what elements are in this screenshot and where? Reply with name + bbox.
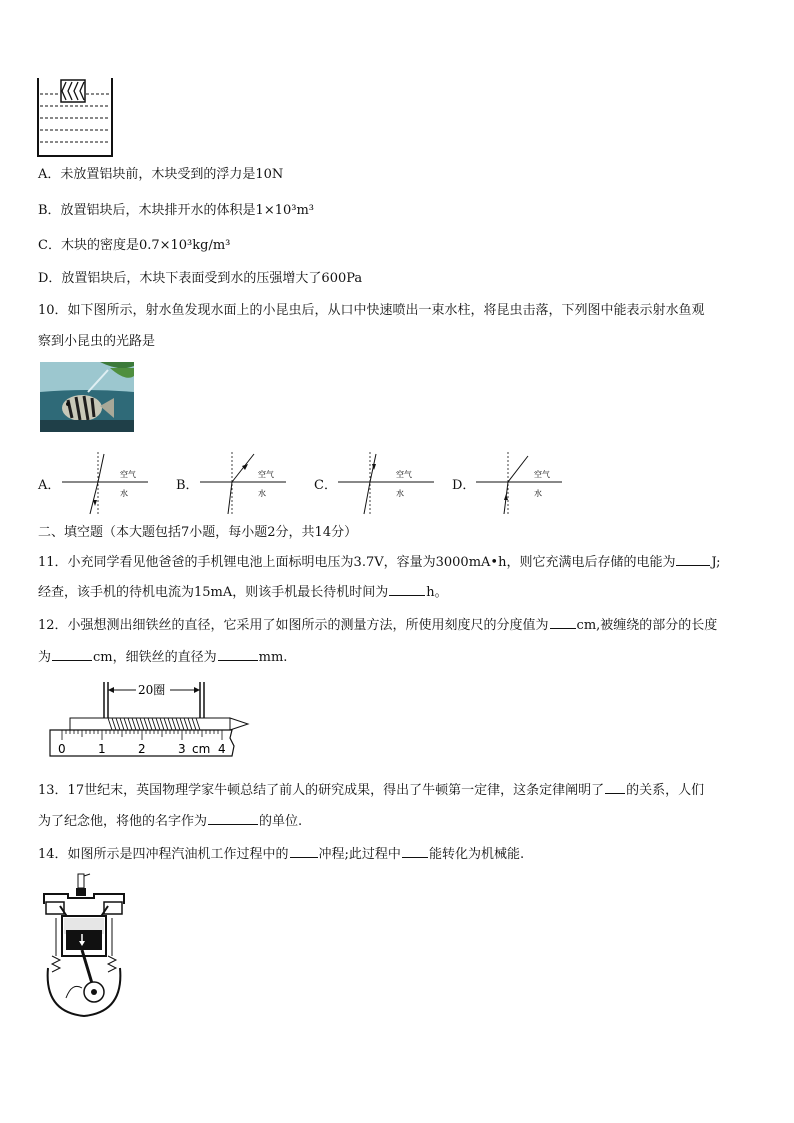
q12-line1 (38, 614, 717, 635)
q12-blank-length[interactable] (52, 646, 92, 661)
q9-option-b: B．放置铝块后，木块排开水的体积是1×10³m³ (38, 203, 315, 218)
q10-diagram-a (60, 450, 150, 518)
q10-diagram-b (198, 450, 288, 518)
q10-diagram-d (474, 450, 564, 518)
q11-blank-energy[interactable] (676, 551, 710, 566)
q12-text-part1-end: cm,被缠绕的部分的长度 (576, 618, 718, 633)
q13-text-part1: 13．17世纪末，英国物理学家牛顿总结了前人的研究成果，得出了牛顿第一定律，这条定律阐明了 (38, 783, 605, 798)
ruler-label-0: 0 (58, 742, 66, 756)
q10-c-water-label: 水 (396, 489, 404, 498)
q10-option-d-label: D． (452, 478, 476, 493)
q10-text-line2: 察到小昆虫的光路是 (38, 334, 156, 349)
q10-b-air-label: 空气 (258, 470, 274, 479)
q11-text-part1-end: J; (711, 555, 721, 570)
q10-diagram-c (336, 450, 436, 518)
archer-fish-photo (40, 362, 134, 432)
q10-option-a-label: A． (38, 478, 61, 493)
ruler-label-2: 2 (138, 742, 146, 756)
q11-line1 (38, 551, 721, 572)
q12-line2 (38, 646, 287, 667)
twenty-turns-label: 20圈 (138, 683, 166, 697)
q9-option-a: A．未放置铝块前，木块受到的浮力是10N (38, 167, 284, 182)
ruler-unit-label: cm (192, 742, 211, 756)
q11-text-part1: 11．小充同学看见他爸爸的手机锂电池上面标明电压为3.7V，容量为3000mA•h，则它充满电后存储的电能为 (38, 555, 676, 570)
q13-text-part2: 为了纪念他，将他的名字作为 (38, 814, 208, 829)
q11-blank-time[interactable] (389, 581, 425, 596)
ruler-wire-figure (46, 678, 256, 758)
q10-option-c-label: C． (314, 478, 337, 493)
q13-text-part1-end: 的关系，人们 (626, 783, 705, 798)
q14-text-part1-end: 能转化为机械能. (428, 847, 525, 862)
q14-text-part1-mid: 冲程;此过程中 (318, 847, 401, 862)
q9-option-d: D．放置铝块后，木块下表面受到水的压强增大了600Pa (38, 271, 363, 286)
ruler-label-3: 3 (178, 742, 186, 756)
q12-text-part2-mid: cm，细铁丝的直径为 (93, 650, 217, 665)
gasoline-engine-figure (38, 872, 130, 1020)
q14-line1 (38, 843, 524, 864)
q10-b-water-label: 水 (258, 489, 266, 498)
q13-blank-relation[interactable] (605, 779, 625, 794)
q11-text-part2-end: h。 (426, 585, 448, 600)
q12-text-part2-end: mm. (258, 650, 288, 665)
q10-option-b-label: B． (176, 478, 199, 493)
q13-text-part2-end: 的单位. (259, 814, 303, 829)
q10-c-air-label: 空气 (396, 470, 412, 479)
q12-text-part1: 12．小强想测出细铁丝的直径，它采用了如图所示的测量方法，所使用刻度尺的分度值为 (38, 618, 549, 633)
q12-text-part2-start: 为 (38, 650, 52, 665)
q11-line2 (38, 581, 448, 602)
ruler-label-4: 4 (218, 742, 226, 756)
q10-text-line1: 10．如下图所示，射水鱼发现水面上的小昆虫后，从口中快速喷出一束水柱，将昆虫击落，下列图中能表示射水鱼观 (38, 303, 705, 318)
q11-text-part2: 经查，该手机的待机电流为15mA，则该手机最长待机时间为 (38, 585, 389, 600)
container-figure (36, 76, 116, 158)
q14-blank-energy[interactable] (402, 843, 428, 858)
q10-a-air-label: 空气 (120, 470, 136, 479)
q14-blank-stroke[interactable] (290, 843, 318, 858)
q10-d-air-label: 空气 (534, 470, 550, 479)
q13-line2 (38, 810, 302, 831)
q9-option-c: C．木块的密度是0.7×10³kg/m³ (38, 238, 231, 253)
q14-text-part1: 14．如图所示是四冲程汽油机工作过程中的 (38, 847, 289, 862)
q12-blank-diameter[interactable] (218, 646, 258, 661)
q10-a-water-label: 水 (120, 489, 128, 498)
q13-blank-unit[interactable] (208, 810, 258, 825)
ruler-label-1: 1 (98, 742, 106, 756)
section2-heading: 二、填空题（本大题包括7小题，每小题2分，共14分） (38, 525, 358, 540)
q13-line1 (38, 779, 704, 800)
q12-blank-division[interactable] (550, 614, 576, 629)
q10-d-water-label: 水 (534, 489, 542, 498)
